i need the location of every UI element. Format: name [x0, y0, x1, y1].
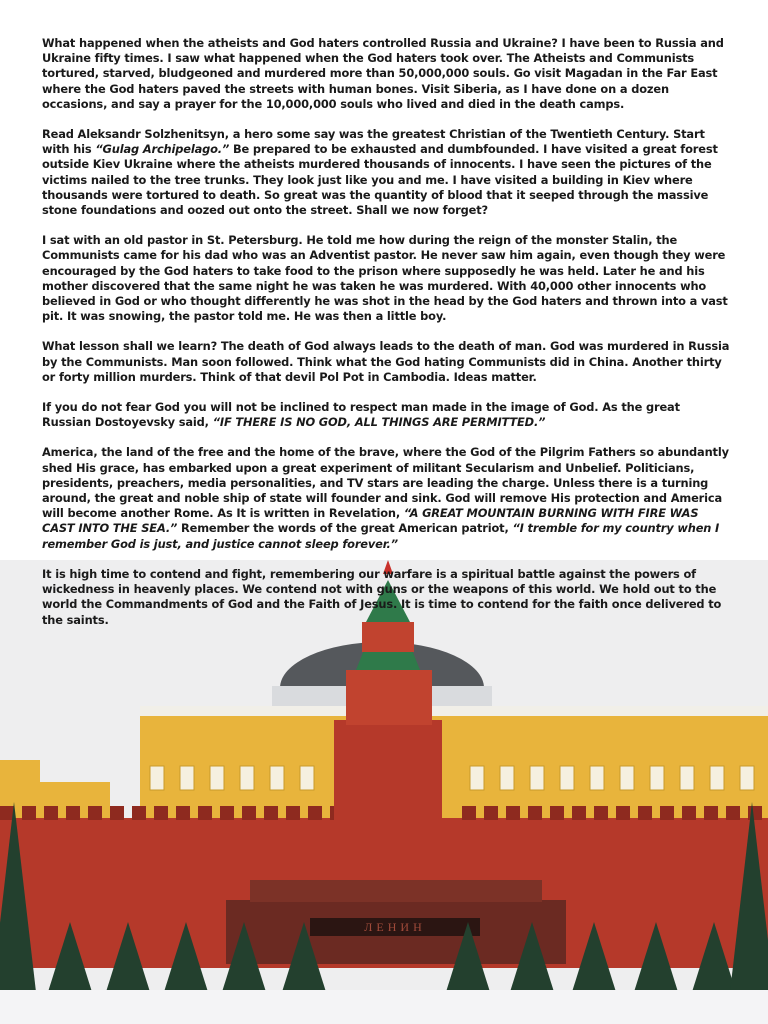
wall-merlon: [726, 806, 740, 820]
paragraph-3: [42, 233, 732, 324]
wall-merlon: [22, 806, 36, 820]
paragraph-2-text-a: Read Aleksandr Solzhenitsyn, a hero some say was the greatest Christian of the Twentieth Century. Start with his: [42, 127, 705, 157]
paragraph-1: [42, 36, 732, 112]
wall-merlon: [550, 806, 564, 820]
wall-merlon: [506, 806, 520, 820]
wall-merlon: [308, 806, 322, 820]
paragraph-5: [42, 400, 732, 430]
building-cornice: [140, 706, 768, 716]
paragraph-7-text: It is high time to contend and fight, remembering our warfare is a spiritual battle against the powers of wickedness in heavenly places. We contend not with guns or the weapons of this world. We hold out to the world the Commandments of God and the Faith of Jesus. It is time to contend for the faith once delivered to the saints.: [42, 566, 722, 627]
snow-ground: [0, 990, 768, 1024]
wall-merlon: [660, 806, 674, 820]
wall-merlon: [704, 806, 718, 820]
wall-merlon: [594, 806, 608, 820]
wall-merlon: [220, 806, 234, 820]
wall-merlon: [198, 806, 212, 820]
book-title-quote: “Gulag Archipelago.”: [95, 142, 230, 157]
senate-tower: [334, 720, 442, 840]
senate-building: [140, 710, 768, 820]
wall-merlon: [264, 806, 278, 820]
paragraph-3-text: I sat with an old pastor in St. Petersburg. He told me how during the reign of the monster Stalin, the Communists came for his dad who was an Adventist pastor. He never saw him again, even though they were encouraged by the God haters to take food to the prison where supposedly he was held. Later he and his mother discovered that the same night he was taken he was murdered. With 40,000 other innocents who believed in God or who thought differently he was shot in the head by the God haters and thrown into a vast pit. It was snowing, the pastor told me. He was then a little boy.: [42, 233, 728, 324]
wall-merlon: [154, 806, 168, 820]
paragraph-1-text: What happened when the atheists and God haters controlled Russia and Ukraine? I have been to Russia and Ukraine fifty times. I saw what happened when the God haters took over. The Atheists and Communists tortured, starved, bludgeoned and murdered more than 50,000,000 souls. Go visit Magadan in the Far East where the God haters paved the streets with human bones. Visit Siberia, as I have done on a dozen occasions, and say a prayer for the 10,000,000 souls who lived and died in the death camps.: [42, 36, 724, 111]
wall-merlon: [462, 806, 476, 820]
paragraph-6-text-b: Remember the words of the great American patriot,: [177, 521, 513, 536]
wall-merlon: [66, 806, 80, 820]
wall-merlon: [528, 806, 542, 820]
wall-merlon: [682, 806, 696, 820]
patriot-quote: “I tremble for my country when I remember God is just, and justice cannot sleep forever.”: [42, 521, 720, 551]
paragraph-6: [42, 445, 732, 551]
wall-merlon: [242, 806, 256, 820]
wall-merlon: [132, 806, 146, 820]
article-body: [42, 36, 732, 643]
tower-middle: [346, 670, 432, 725]
paragraph-7: [42, 567, 732, 628]
revelation-quote: “A GREAT MOUNTAIN BURNING WITH FIRE WAS CAST INTO THE SEA.”: [42, 506, 699, 536]
wall-merlon: [638, 806, 652, 820]
wall-merlon: [484, 806, 498, 820]
wall-merlon: [616, 806, 630, 820]
paragraph-4-text: What lesson shall we learn? The death of God always leads to the death of man. God was murdered in Russia by the Communists. Man soon followed. Think what the God hating Communists did in China. Another thirty or forty million murders. Think of that devil Pol Pot in Cambodia. Ideas matter.: [42, 339, 730, 384]
wall-merlon: [88, 806, 102, 820]
paragraph-2: [42, 127, 732, 218]
wall-merlon: [44, 806, 58, 820]
paragraph-6-text-a: America, the land of the free and the home of the brave, where the God of the Pilgrim Fathers so abundantly shed His grace, has embarked upon a great experiment of militant Secularism and Unbelief. Politicians, presidents, preachers, media personalities, and TV stars are leading the charge. Unless there is a turning around, the great and noble ship of state will founder and sink. God will remove His protection and America will become another Rome. As It is written in Revelation,: [42, 445, 729, 521]
dostoyevsky-quote: “IF THERE IS NO GOD, ALL THINGS ARE PERMITTED.”: [212, 415, 546, 430]
wall-merlon: [110, 806, 124, 820]
wall-merlon: [0, 806, 14, 820]
wall-merlon: [176, 806, 190, 820]
wall-merlon: [572, 806, 586, 820]
paragraph-4: [42, 339, 732, 385]
paragraph-5-text: If you do not fear God you will not be inclined to respect man made in the image of God. As the great Russian Dostoyevsky said,: [42, 400, 680, 430]
mausoleum-sign: ЛЕНИН: [364, 920, 426, 934]
wall-merlon: [286, 806, 300, 820]
wall-merlon: [748, 806, 762, 820]
paragraph-2-text-b: Be prepared to be exhausted and dumbfounded. I have visited a great forest outside Kiev Ukraine where the atheists murdered thousands of innocents. I have seen the pictures of the victims nailed to the tree trunks. They look just like you and me. I have visited a building in Kiev where thousands were tortured to death. So great was the quantity of blood that it seeped through the massive stone foundations and oozed out onto the street. Shall we now forget?: [42, 142, 718, 218]
mausoleum-step: [250, 880, 542, 902]
